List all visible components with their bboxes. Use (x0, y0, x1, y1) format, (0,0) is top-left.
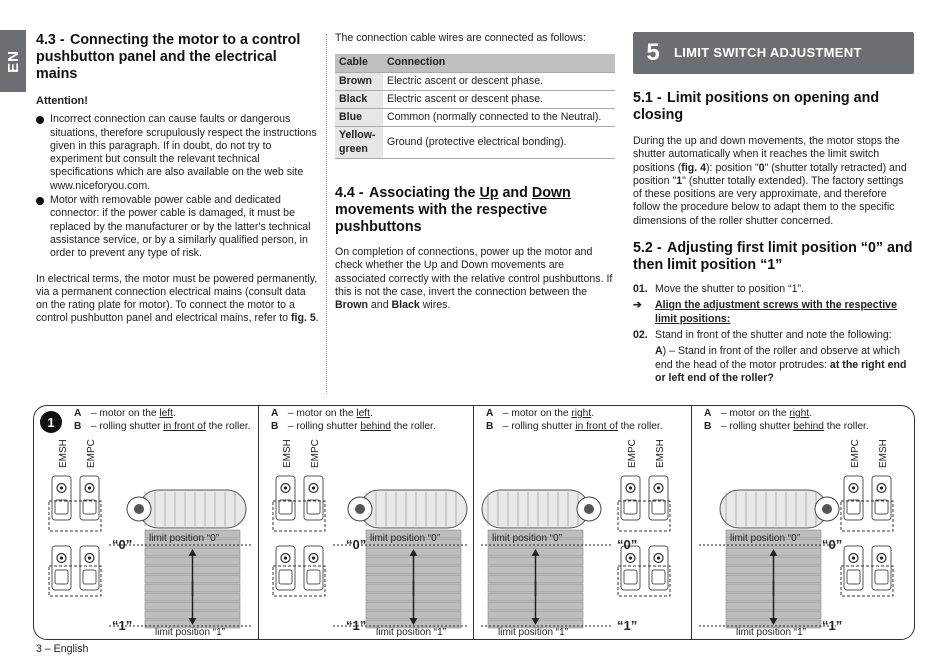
section-4-4 (335, 32, 617, 313)
position-1-marker: “1” (346, 618, 367, 633)
warning-item: Incorrect connection can cause faults or dangerous situations, therefore scrupulously respect the instructions given in this paragraph. If in doubt, do not try to experiment but consult the relevant technical specifications which are also available on the web site www.niceforyou.com. (36, 113, 319, 193)
step-text: Move the shutter to position “1”. (655, 283, 804, 296)
table-intro: The connection cable wires are connected as follows: (335, 32, 586, 44)
question: at the right end or left end of the roller? (655, 358, 907, 384)
switch-label: EMPC (86, 439, 97, 468)
limit-label-1: limit position “1” (155, 627, 226, 638)
step-02-a (633, 345, 914, 385)
figure-panel-3: A – motor on the right. B – rolling shutter in front of the roller. (486, 408, 663, 432)
figure-panel-1: A – motor on the left. B – rolling shutter in front of the roller. (74, 408, 251, 432)
screw-icon (60, 486, 63, 489)
warning-item: Motor with removable power cable and dedicated connector: if the power cable is damaged, it must be replaced by the manufacturer or by the latter's technical assistance service, or by a similarly qualified person, in order to prevent any type of risk. (36, 194, 319, 260)
cable-name: Brown (335, 72, 383, 90)
heading-up: Up (479, 185, 499, 202)
text: ): position " (706, 161, 759, 174)
text: ) – Stand in front of the roller and observe at which end the head of the motor protrudes: (655, 345, 900, 371)
table-row (335, 127, 615, 159)
limit-label-1: limit position “1” (498, 627, 569, 638)
table-header: Connection (383, 54, 615, 72)
attention-label: Attention! (36, 95, 88, 107)
heading-text: Associating the (369, 185, 480, 202)
text: " (shutter totally extended). The factory settings of these positions are very approximate, and therefore follow the procedure below to adapt them to the specific dimensions of the roller shutter concerned. (633, 174, 904, 227)
figure-panel-4: A – motor on the right. B – rolling shutter behind the roller. (704, 408, 869, 432)
step-01 (633, 283, 914, 296)
text: . (315, 312, 319, 325)
screw-icon (60, 556, 63, 559)
chapter-number: 5 (646, 39, 660, 67)
page-footer (36, 643, 88, 655)
switch-label: EMSH (282, 439, 293, 468)
page-number: 3 – English (36, 643, 89, 655)
limit-label-0: limit position “0” (492, 533, 563, 544)
position-1-marker: “1” (112, 618, 133, 633)
limit-label-0: limit position “0” (730, 533, 801, 544)
cable-name: Blue (335, 109, 383, 127)
cable-table (335, 54, 615, 159)
position-1-marker: “1” (822, 618, 843, 633)
heading-5-2 (633, 240, 914, 274)
table-row (335, 90, 615, 108)
table-row (335, 72, 615, 90)
heading-text: Connecting the motor to a control pushbutton panel and the electrical mains (36, 32, 301, 82)
position-0-marker: “0” (617, 537, 638, 552)
heading-text: movements with the respective pushbuttons (335, 202, 548, 236)
limit-label-1: limit position “1” (376, 627, 447, 638)
chapter-banner (633, 32, 914, 74)
switch-label: EMPC (850, 439, 861, 468)
heading-text: Limit positions on opening and closing (633, 90, 880, 123)
heading-down: Down (531, 185, 571, 202)
switch-slot (55, 570, 68, 584)
heading-number: 5.1 - (633, 90, 662, 106)
heading-text: and (498, 185, 532, 202)
text: During the up and down movements, the motor stops the shutter automatically when it reaches the limit switch positions ( (633, 135, 900, 174)
position-0-marker: “0” (346, 537, 367, 552)
cable-connection: Common (normally connected to the Neutral). (383, 109, 615, 127)
heading-4-3 (36, 32, 319, 83)
position-0: 0 (758, 161, 765, 174)
switch-label: EMPC (627, 439, 638, 468)
cable-connection: Electric ascent or descent phase. (383, 72, 615, 90)
text: wires. (419, 299, 451, 312)
limit-label-0: limit position “0” (370, 533, 441, 544)
switch-label: EMSH (878, 439, 889, 468)
chapter-title: LIMIT SWITCH ADJUSTMENT (674, 45, 862, 61)
text: and (367, 299, 392, 312)
wire-black: Black (391, 299, 420, 312)
position-1-marker: “1” (617, 618, 638, 633)
figure-panel-2: A – motor on the left. B – rolling shutter behind the roller. (271, 408, 436, 432)
text: On completion of connections, power up the motor and check whether the Up and Down movements are associated correctly with the relative control pushbuttons. If this is not the case, invert the connection between the (335, 246, 613, 298)
step-text: Align the adjustment screws with the respective limit positions: (655, 299, 897, 325)
position-0-marker: “0” (822, 537, 843, 552)
cable-connection: Ground (protective electrical bonding). (383, 127, 615, 159)
figure-1 (33, 405, 915, 640)
heading-number: 4.4 - (335, 185, 364, 202)
heading-number: 5.2 - (633, 240, 662, 257)
paragraph (36, 273, 319, 326)
fig-reference: fig. 4 (681, 161, 707, 174)
paragraph (633, 135, 914, 228)
switch-label: EMSH (655, 439, 666, 468)
step-text: Stand in front of the shutter and note the following: (655, 328, 892, 341)
limit-label-0: limit position “0” (149, 533, 220, 544)
cable-connection: Electric ascent or descent phase. (383, 90, 615, 108)
section-4-3 (36, 32, 319, 326)
heading-text: Adjusting first limit position “0” and then limit position “1” (633, 240, 913, 274)
text: " (shutter totally retracted) and position " (633, 161, 907, 187)
text: In electrical terms, the motor must be powered permanently, via a permanent connection electrical mains (consult data on the rating plate for motor). To connect the motor to a control pushbutton panel and electrical mains, refer to (36, 272, 318, 325)
switch-label: EMSH (58, 439, 69, 468)
sub-label: A (655, 345, 663, 358)
step-number: 01. (633, 283, 648, 296)
switch-label: EMPC (310, 439, 321, 468)
table-header: Cable (335, 54, 383, 72)
arrow-right-icon: ➔ (633, 299, 642, 312)
limit-label-1: limit position “1” (736, 627, 807, 638)
section-5 (633, 32, 914, 388)
warning-list (36, 113, 319, 260)
language-tab (0, 30, 26, 92)
column-divider (326, 34, 327, 394)
cable-name: Yellow-green (335, 127, 383, 159)
heading-5-1 (633, 90, 914, 124)
position-1: 1 (676, 174, 683, 187)
heading-4-4 (335, 185, 617, 236)
switch-slot (55, 500, 68, 514)
paragraph (335, 246, 617, 312)
figure-number: 1 (40, 411, 62, 433)
step-number: 02. (633, 328, 648, 341)
position-0-marker: “0” (112, 537, 133, 552)
step-02 (633, 329, 914, 342)
step-arrow (633, 299, 914, 326)
cable-name: Black (335, 90, 383, 108)
fig-reference: fig. 5 (291, 312, 316, 325)
wire-brown: Brown (335, 299, 368, 312)
language-tab-label: EN (4, 49, 22, 73)
heading-number: 4.3 - (36, 32, 65, 48)
table-row (335, 109, 615, 127)
